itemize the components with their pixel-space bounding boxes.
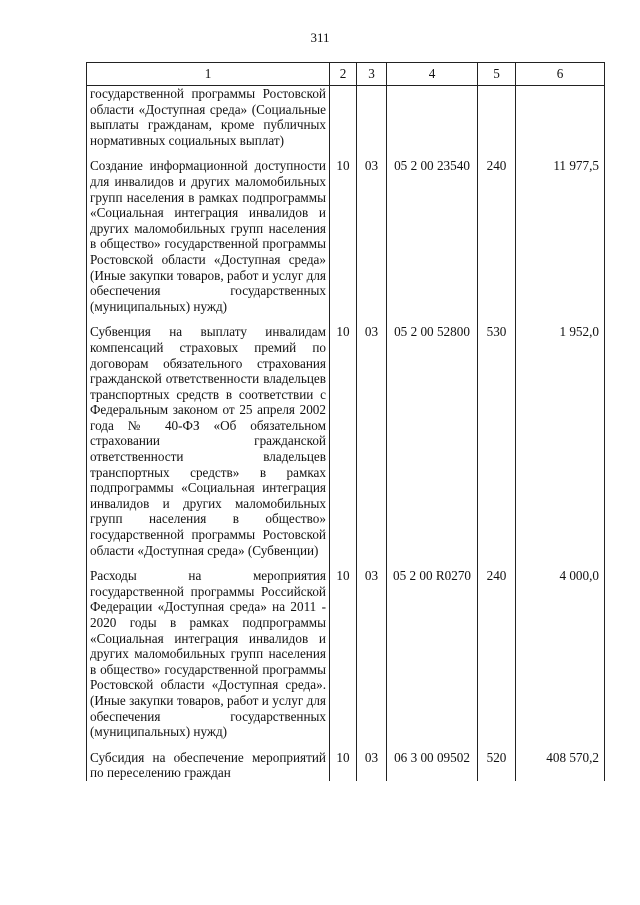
page-number: 311 — [310, 30, 330, 45]
budget-table — [86, 62, 605, 781]
row-amount: 408 570,2 — [516, 750, 605, 781]
row-expense-type: 520 — [478, 750, 516, 781]
column-header-1: 1 — [87, 63, 330, 86]
row-spacer — [87, 314, 605, 324]
row-expense-type — [478, 86, 516, 149]
table-row — [87, 750, 605, 781]
row-amount: 11 977,5 — [516, 158, 605, 314]
row-section: 10 — [330, 568, 357, 740]
row-spacer — [87, 148, 605, 158]
row-subsection: 03 — [357, 158, 387, 314]
table-row — [87, 324, 605, 558]
table-header-row — [87, 63, 605, 86]
row-target-article: 06 3 00 09502 — [387, 750, 478, 781]
column-header-5: 5 — [478, 63, 516, 86]
row-expense-type: 240 — [478, 568, 516, 740]
table-row — [87, 158, 605, 314]
row-subsection: 03 — [357, 568, 387, 740]
row-subsection: 03 — [357, 750, 387, 781]
column-header-3: 3 — [357, 63, 387, 86]
row-amount — [516, 86, 605, 149]
row-description: Субвенция на выплату инвалидам компенсаций страховых премий по договорам обязательного страхования гражданской ответственности владельцев транспортных средств в соответствии с Федеральным законом от 25 апреля 2002 года № 40-ФЗ «Об обязательном страховании гражданской ответственности владельцев транспортных средств» в рамках подпрограммы «Социальная интеграция инвалидов и других маломобильных групп населения в общество» государственной программы Ростовской области «Доступная среда» (Субвенции) — [87, 324, 330, 558]
row-description: Создание информационной доступности для инвалидов и других маломобильных групп населения в рамках подпрограммы «Социальная интеграция инвалидов и других маломобильных групп населения в общество» государственной программы Ростовской области «Доступная среда» (Иные закупки товаров, работ и услуг для обеспечения государственных (муниципальных) нужд) — [87, 158, 330, 314]
table-row — [87, 568, 605, 740]
table-row — [87, 86, 605, 149]
row-section: 10 — [330, 158, 357, 314]
row-target-article: 05 2 00 23540 — [387, 158, 478, 314]
row-section: 10 — [330, 750, 357, 781]
column-header-2: 2 — [330, 63, 357, 86]
row-section — [330, 86, 357, 149]
row-target-article — [387, 86, 478, 149]
row-expense-type: 240 — [478, 158, 516, 314]
row-spacer — [87, 558, 605, 568]
row-spacer — [87, 740, 605, 750]
row-target-article: 05 2 00 R0270 — [387, 568, 478, 740]
row-section: 10 — [330, 324, 357, 558]
row-expense-type: 530 — [478, 324, 516, 558]
column-header-6: 6 — [516, 63, 605, 86]
row-subsection: 03 — [357, 324, 387, 558]
row-description: государственной программы Ростовской области «Доступная среда» (Социальные выплаты гражданам, кроме публичных нормативных социальных выплат) — [87, 86, 330, 149]
row-subsection — [357, 86, 387, 149]
row-amount: 4 000,0 — [516, 568, 605, 740]
row-description: Расходы на мероприятия государственной программы Российской Федерации «Доступная среда» на 2011 - 2020 годы в рамках подпрограммы «Социальная интеграция инвалидов и других маломобильных групп населения в общество» государственной программы Ростовской области «Доступная среда». (Иные закупки товаров, работ и услуг для обеспечения государственных (муниципальных) нужд) — [87, 568, 330, 740]
row-target-article: 05 2 00 52800 — [387, 324, 478, 558]
column-header-4: 4 — [387, 63, 478, 86]
row-amount: 1 952,0 — [516, 324, 605, 558]
row-description: Субсидия на обеспечение мероприятий по переселению граждан — [87, 750, 330, 781]
